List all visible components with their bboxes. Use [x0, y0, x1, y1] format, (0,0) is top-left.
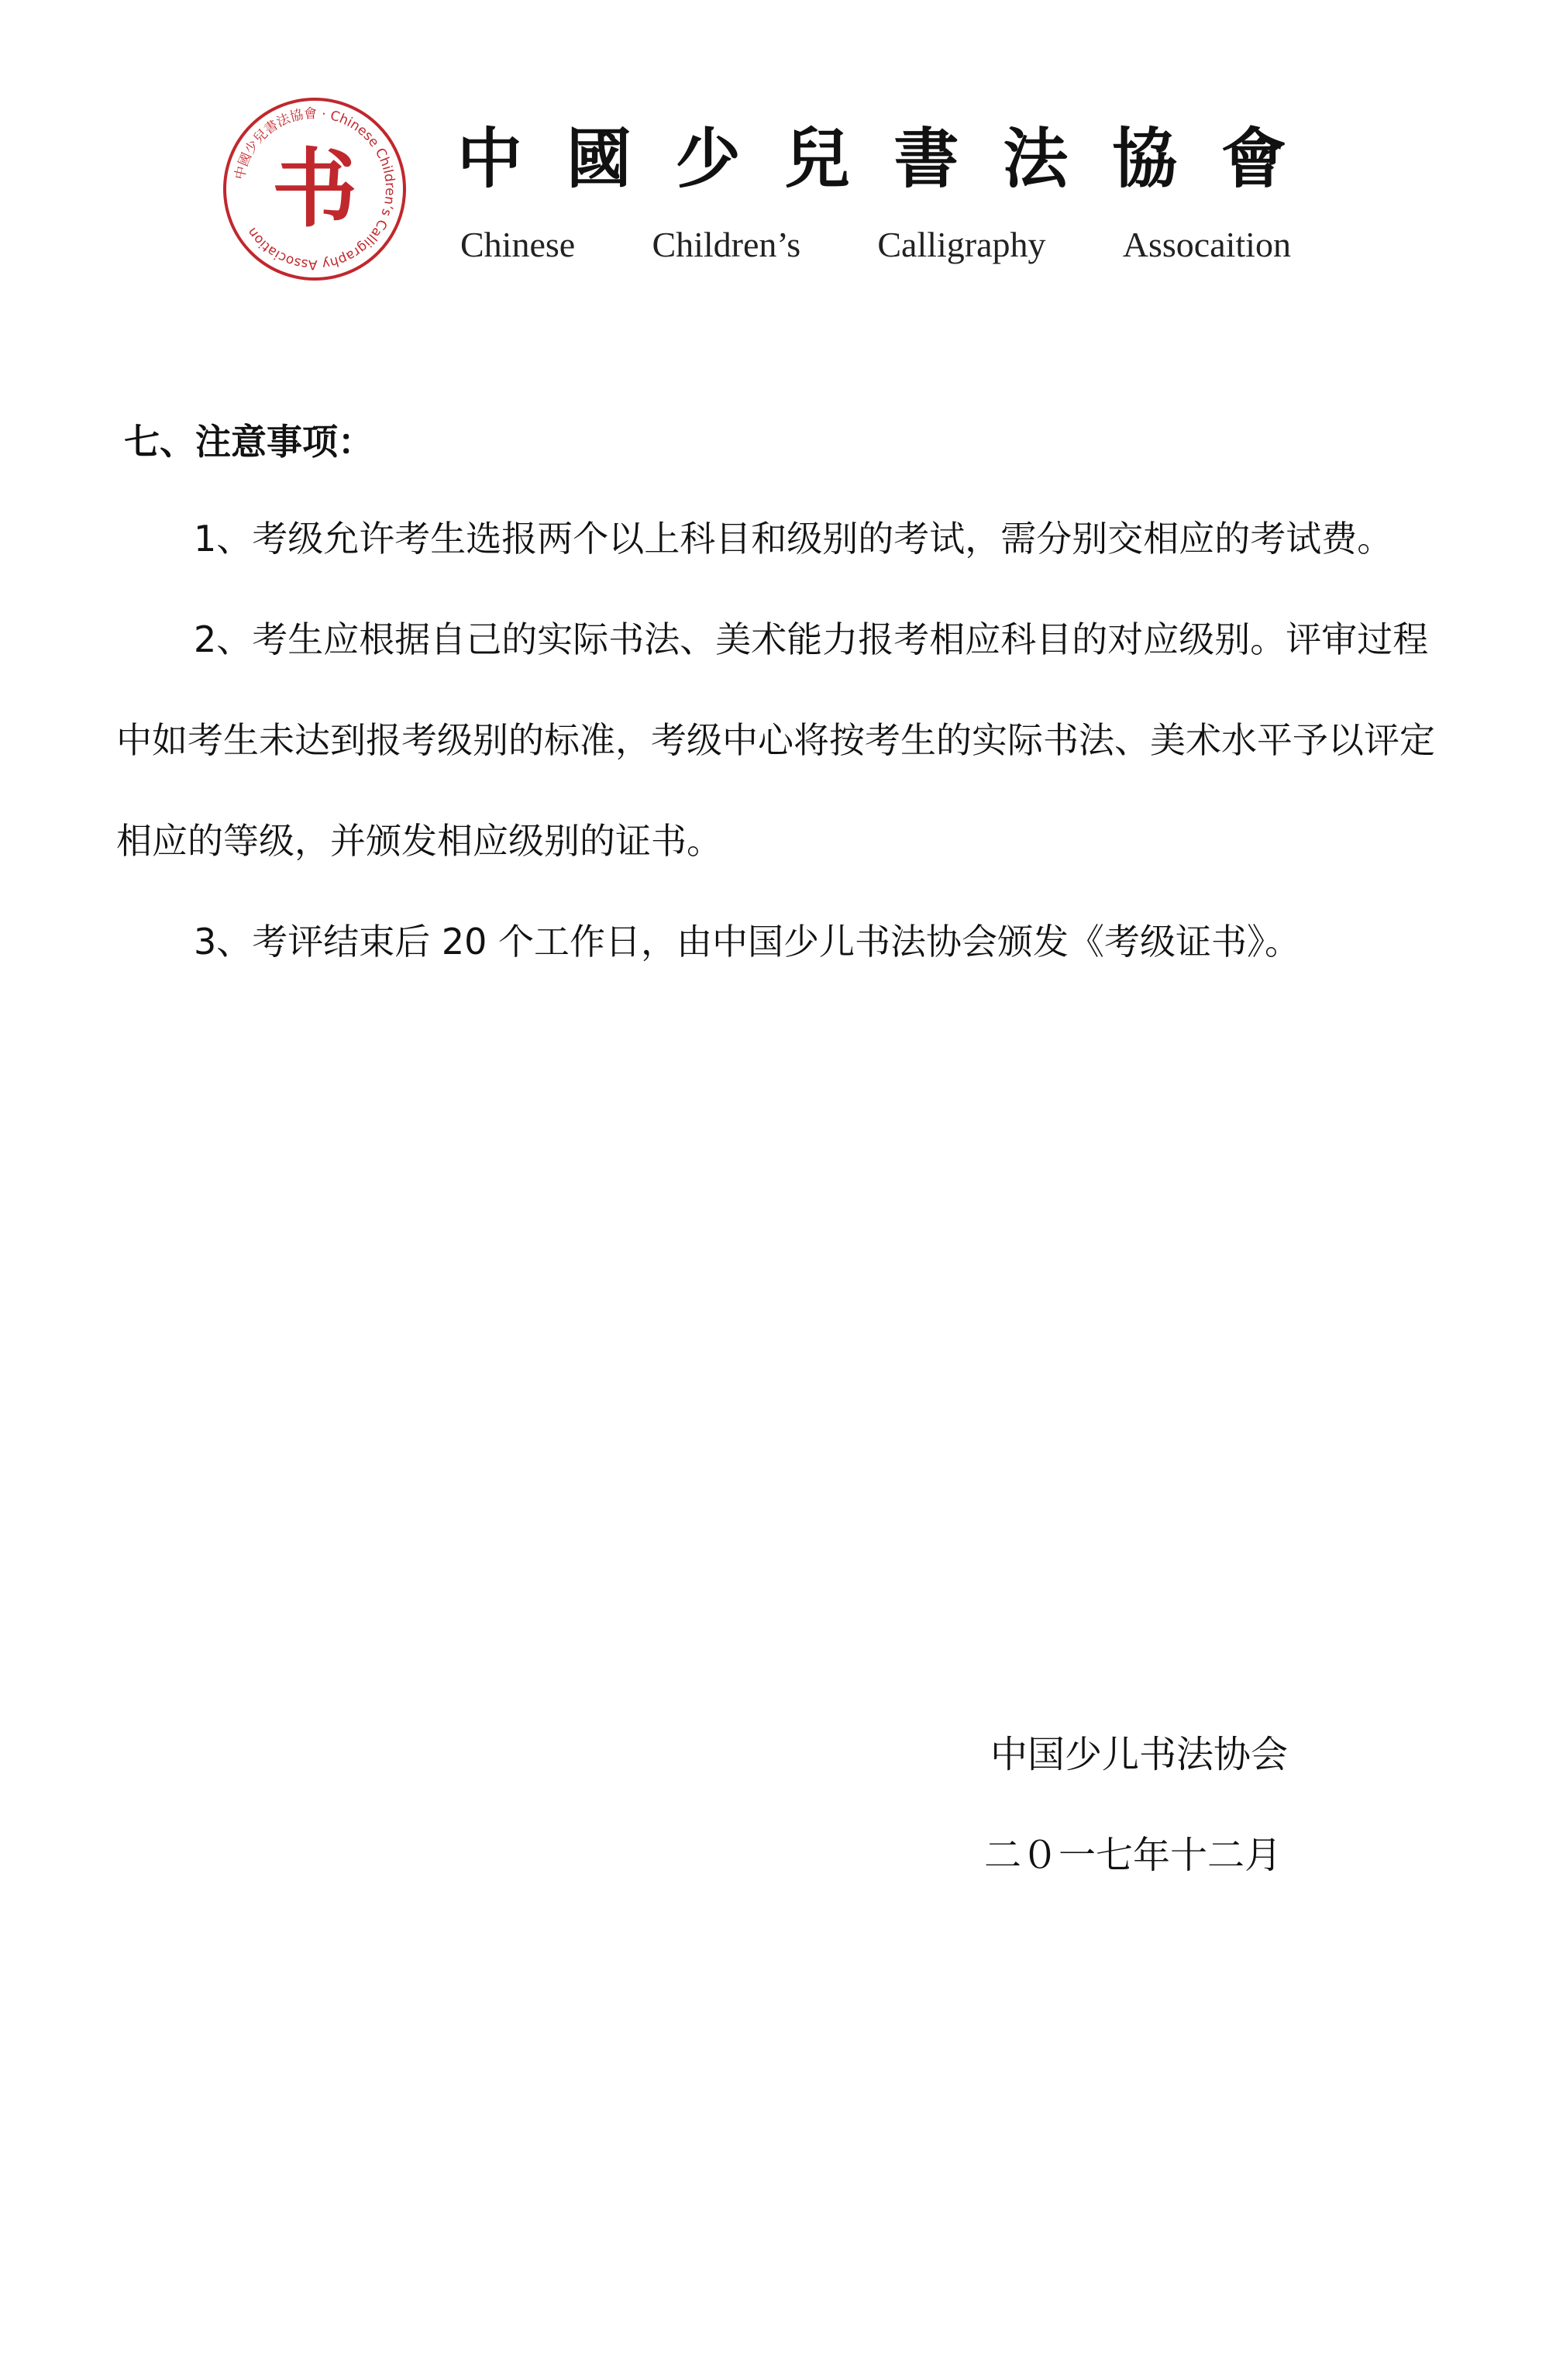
org-word: Assocaition: [1122, 224, 1291, 264]
notice-item-1: 1、考级允许考生选报两个以上科目和级别的考试，需分别交相应的考试费。: [194, 518, 1393, 560]
notice-item-3: 3、考评结束后 20 个工作日，由中国少儿书法协会颁发《考级证书》。: [194, 921, 1301, 963]
org-word: Chinese: [460, 224, 576, 264]
org-char: 中: [457, 119, 523, 197]
org-char: 國: [566, 119, 632, 197]
organization-name-english: [460, 221, 1291, 267]
section-heading: 七、注意事项：: [124, 421, 374, 463]
signature-date: 二０一七年十二月: [984, 1834, 1282, 1877]
signature-organization: 中国少儿书法协会: [990, 1733, 1289, 1776]
org-char: 兒: [784, 119, 850, 197]
association-logo-seal: [222, 96, 408, 282]
notice-item-2: 2、考生应根据自己的实际书法、美术能力报考相应科目的对应级别。评审过程中如考生未达到报考级别的标准，考级中心将按考生的实际书法、美术水平予以评定相应的等级，并颁发相应级别的证书。: [116, 618, 1435, 862]
org-word: Calligraphy: [877, 224, 1046, 264]
organization-name-chinese: [457, 115, 1286, 197]
org-char: 協: [1112, 119, 1178, 197]
org-char: 法: [1003, 119, 1069, 197]
logo-center-glyph: 书: [272, 139, 357, 239]
org-char: 會: [1220, 119, 1286, 197]
logo-ring-text: 中國少兒書法協會 · Chinese Children’s Calligraphy Association: [232, 105, 398, 273]
org-word: Children’s: [652, 224, 801, 264]
org-char: 書: [893, 119, 959, 197]
org-char: 少: [675, 119, 741, 197]
